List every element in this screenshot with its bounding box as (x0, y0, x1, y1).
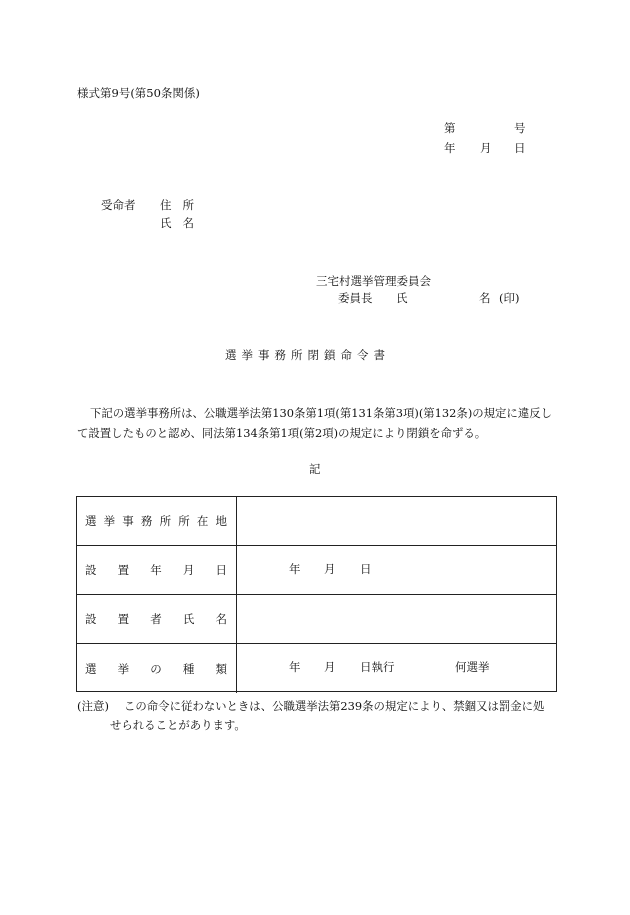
recipient-name-label: 氏 名 (160, 216, 194, 230)
row-label: 選 挙 の 種 類 (77, 644, 237, 693)
row-label: 選 挙 事 務 所 所 在 地 (77, 497, 237, 545)
doc-date-month: 月 (480, 141, 492, 155)
issuer-organization: 三宅村選挙管理委員会 (316, 274, 431, 288)
recipient-label: 受命者 (101, 198, 136, 212)
note-text-line-2: せられることがあります。 (110, 718, 246, 732)
doc-number-prefix: 第 (444, 121, 456, 135)
note-label: (注意) (77, 699, 109, 713)
issuer-name-char-2: 名 (479, 291, 491, 305)
doc-date-year: 年 (444, 141, 456, 155)
table-row-election-type (77, 644, 556, 693)
issuer-name-char-1: 氏 (396, 291, 408, 305)
document-title: 選挙事務所閉鎖命令書 (225, 348, 390, 362)
row-value-setup-date: 年 月 日 (289, 562, 372, 576)
ki-mark: 記 (309, 462, 321, 476)
row-label: 設 置 者 氏 名 (77, 595, 237, 643)
row-value-election-type: 年 月 日執行 何選挙 (289, 660, 490, 674)
table-row-setter-name (77, 595, 556, 644)
doc-number-suffix: 号 (514, 121, 526, 135)
row-label: 設 置 年 月 日 (77, 546, 237, 594)
issuer-title: 委員長 (338, 291, 373, 305)
body-text-line-1: 下記の選挙事務所は、公職選挙法第130条第1項(第131条第3項)(第132条)の規定に違反し (90, 406, 552, 420)
recipient-address-label: 住 所 (160, 198, 194, 212)
seal-mark: (印) (499, 291, 520, 305)
body-text-line-2: て設置したものと認め、同法第134条第1項(第2項)の規定により閉鎖を命ずる。 (77, 426, 487, 440)
row-value-office-location (237, 497, 556, 545)
table-row-office-location (77, 497, 556, 546)
row-value-setter-name (237, 595, 556, 643)
note-text-line-1: この命令に従わないときは、公職選挙法第239条の規定により、禁錮又は罰金に処 (124, 699, 545, 713)
doc-date-day: 日 (514, 141, 526, 155)
table-row-setup-date (77, 546, 556, 595)
details-table (76, 496, 557, 692)
form-number: 様式第9号(第50条関係) (77, 86, 200, 100)
